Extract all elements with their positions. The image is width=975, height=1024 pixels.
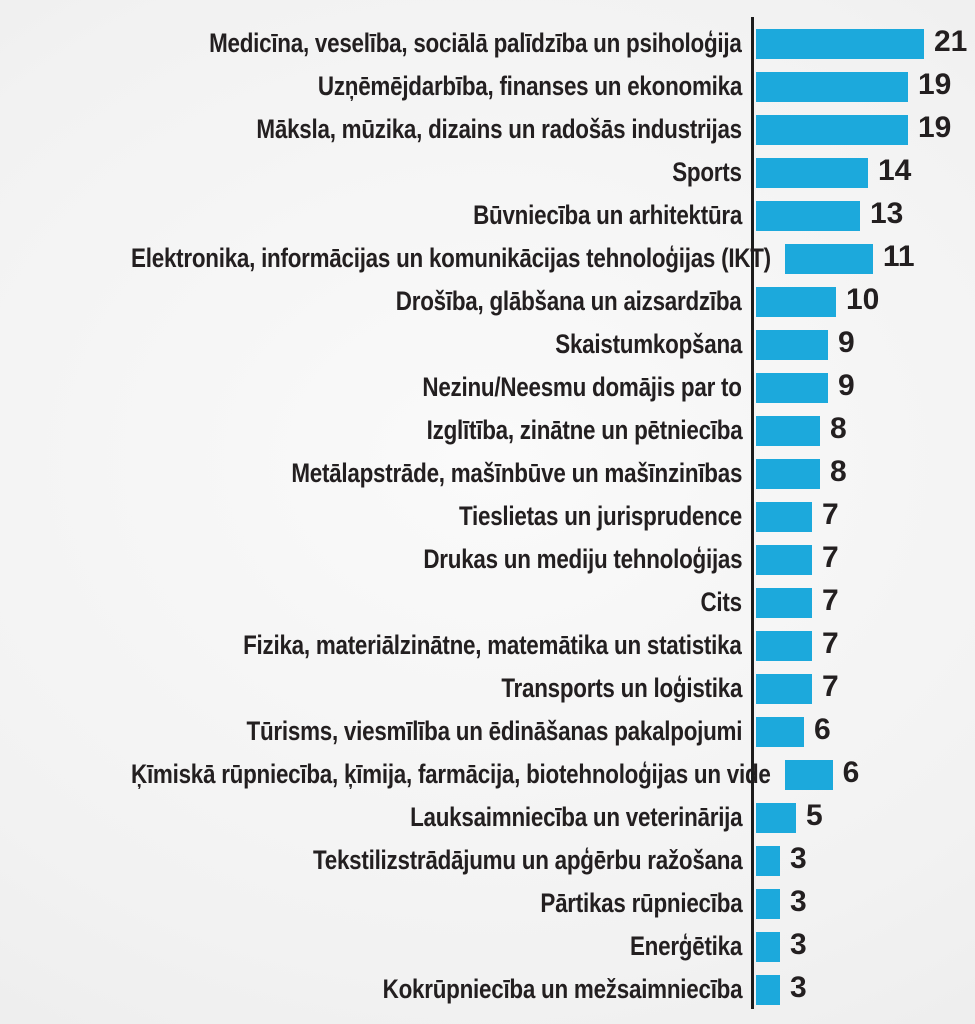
category-label-text: Izglītība, zinātne un pētniecība [426, 415, 742, 445]
bar [756, 975, 780, 1005]
value-label: 21 [934, 24, 968, 58]
category-label [0, 546, 742, 573]
category-label [0, 331, 742, 358]
bar-row [0, 753, 975, 796]
category-label [0, 890, 742, 917]
value-label: 10 [846, 282, 880, 316]
value-label: 3 [790, 841, 807, 875]
bar-row [0, 237, 975, 280]
category-label-text: Skaistumkopšana [555, 329, 742, 359]
category-label [0, 288, 742, 315]
bar [756, 72, 908, 102]
bar-cell [742, 24, 975, 59]
bar-row [0, 151, 975, 194]
value-label: 7 [822, 669, 839, 703]
category-label-text: Māksla, mūzika, dizains un radošās industrijas [256, 114, 742, 144]
bar-row [0, 194, 975, 237]
bar [756, 330, 828, 360]
value-label: 8 [830, 411, 847, 445]
category-label-text: Cits [700, 587, 742, 617]
bar-row [0, 968, 975, 1011]
category-label [0, 761, 771, 788]
category-label-text: Uzņēmējdarbība, finanses un ekonomika [317, 71, 742, 101]
bar [756, 803, 796, 833]
bar [756, 158, 868, 188]
bar [756, 373, 828, 403]
category-label-text: Fizika, materiālzinātne, matemātika un statistika [243, 630, 742, 660]
category-label [0, 159, 742, 186]
bar-cell [742, 841, 975, 876]
bar-row [0, 796, 975, 839]
category-label [0, 245, 771, 272]
category-label-text: Medicīna, veselība, sociālā palīdzība un psiholoģija [209, 28, 742, 58]
value-label: 19 [918, 67, 952, 101]
chart-rows [0, 22, 975, 1011]
bar-row [0, 667, 975, 710]
bar [756, 416, 820, 446]
value-label: 5 [806, 798, 823, 832]
bar-row [0, 581, 975, 624]
category-label [0, 847, 742, 874]
value-label: 6 [814, 712, 831, 746]
category-label [0, 933, 742, 960]
category-label [0, 503, 742, 530]
bar-cell [742, 411, 975, 446]
bar [756, 588, 812, 618]
bar-row [0, 22, 975, 65]
category-label-text: Tekstilizstrādājumu un apģērbu ražošana [312, 845, 742, 875]
value-label: 3 [790, 927, 807, 961]
bar-cell [742, 626, 975, 661]
bar-cell [742, 153, 975, 188]
category-label [0, 202, 742, 229]
category-label-text: Pārtikas rūpniecība [539, 888, 742, 918]
value-label: 3 [790, 884, 807, 918]
category-label-text: Tieslietas un jurisprudence [458, 501, 742, 531]
category-label-text: Drukas un mediju tehnoloģijas [422, 544, 742, 574]
category-label [0, 718, 742, 745]
category-label-text: Būvniecība un arhitektūra [473, 200, 742, 230]
bar-cell [742, 67, 975, 102]
bar [756, 674, 812, 704]
bar-cell [742, 282, 975, 317]
value-label: 9 [838, 368, 855, 402]
value-label: 8 [830, 454, 847, 488]
bar-row [0, 280, 975, 323]
category-label-text: Nezinu/Neesmu domājis par to [422, 372, 742, 402]
value-label: 7 [822, 626, 839, 660]
category-label-text: Sports [672, 157, 742, 187]
category-label-text: Tūrisms, viesmīlība un ēdināšanas pakalpojumi [246, 716, 742, 746]
bar-cell [742, 540, 975, 575]
bar-row [0, 624, 975, 667]
bar [756, 717, 804, 747]
bar [756, 846, 780, 876]
bar [756, 545, 812, 575]
bar-row [0, 925, 975, 968]
bar [756, 115, 908, 145]
category-label-text: Ķīmiskā rūpniecība, ķīmija, farmācija, biotehnoloģijas un vide [131, 759, 771, 789]
category-label [0, 417, 742, 444]
value-label: 3 [790, 970, 807, 1004]
bar-row [0, 409, 975, 452]
bar [756, 502, 812, 532]
bar [756, 631, 812, 661]
category-label [0, 976, 742, 1003]
bar-cell [742, 110, 975, 145]
value-label: 11 [882, 239, 915, 273]
bar [756, 889, 780, 919]
value-label: 7 [822, 497, 839, 531]
bar-row [0, 323, 975, 366]
category-label-text: Lauksaimniecība un veterinārija [409, 802, 742, 832]
bar-row [0, 495, 975, 538]
category-label [0, 675, 742, 702]
value-label: 7 [822, 540, 839, 574]
bar [785, 760, 833, 790]
value-label: 19 [918, 110, 952, 144]
bar-row [0, 839, 975, 882]
bar-cell [742, 970, 975, 1005]
bar-row [0, 452, 975, 495]
bar-cell [742, 497, 975, 532]
bar-row [0, 538, 975, 581]
category-label-text: Elektronika, informācijas un komunikācijas tehnoloģijas (IKT) [131, 243, 771, 273]
bar-cell [771, 755, 975, 790]
category-label [0, 632, 742, 659]
category-label-text: Drošība, glābšana un aizsardzība [396, 286, 742, 316]
bar-cell [742, 196, 975, 231]
bar-cell [742, 712, 975, 747]
bar-cell [742, 325, 975, 360]
value-label: 14 [878, 153, 912, 187]
bar-cell [742, 368, 975, 403]
bar-cell [742, 884, 975, 919]
category-label [0, 460, 742, 487]
value-label: 7 [822, 583, 839, 617]
bar [756, 932, 780, 962]
category-label-text: Transports un loģistika [501, 673, 742, 703]
category-label [0, 73, 742, 100]
bar-row [0, 366, 975, 409]
category-label-text: Metālapstrāde, mašīnbūve un mašīnzinības [291, 458, 742, 488]
bar-cell [742, 669, 975, 704]
category-label [0, 30, 742, 57]
value-label: 13 [870, 196, 904, 230]
bar-row [0, 710, 975, 753]
bar [756, 459, 820, 489]
category-label [0, 804, 742, 831]
value-label: 9 [838, 325, 855, 359]
category-label-text: Kokrūpniecība un mežsaimniecība [382, 974, 742, 1004]
bar [756, 201, 860, 231]
bar-cell [742, 798, 975, 833]
category-label [0, 374, 742, 401]
bar-cell [742, 454, 975, 489]
category-label [0, 589, 742, 616]
category-label [0, 116, 742, 143]
bar-cell [742, 583, 975, 618]
bar-row [0, 882, 975, 925]
value-label: 6 [842, 755, 860, 789]
bar [756, 287, 836, 317]
bar-row [0, 65, 975, 108]
bar-row [0, 108, 975, 151]
bar-cell [771, 239, 975, 274]
bar-cell [742, 927, 975, 962]
category-label-text: Enerģētika [629, 931, 742, 961]
bar [756, 29, 924, 59]
bar [785, 244, 873, 274]
